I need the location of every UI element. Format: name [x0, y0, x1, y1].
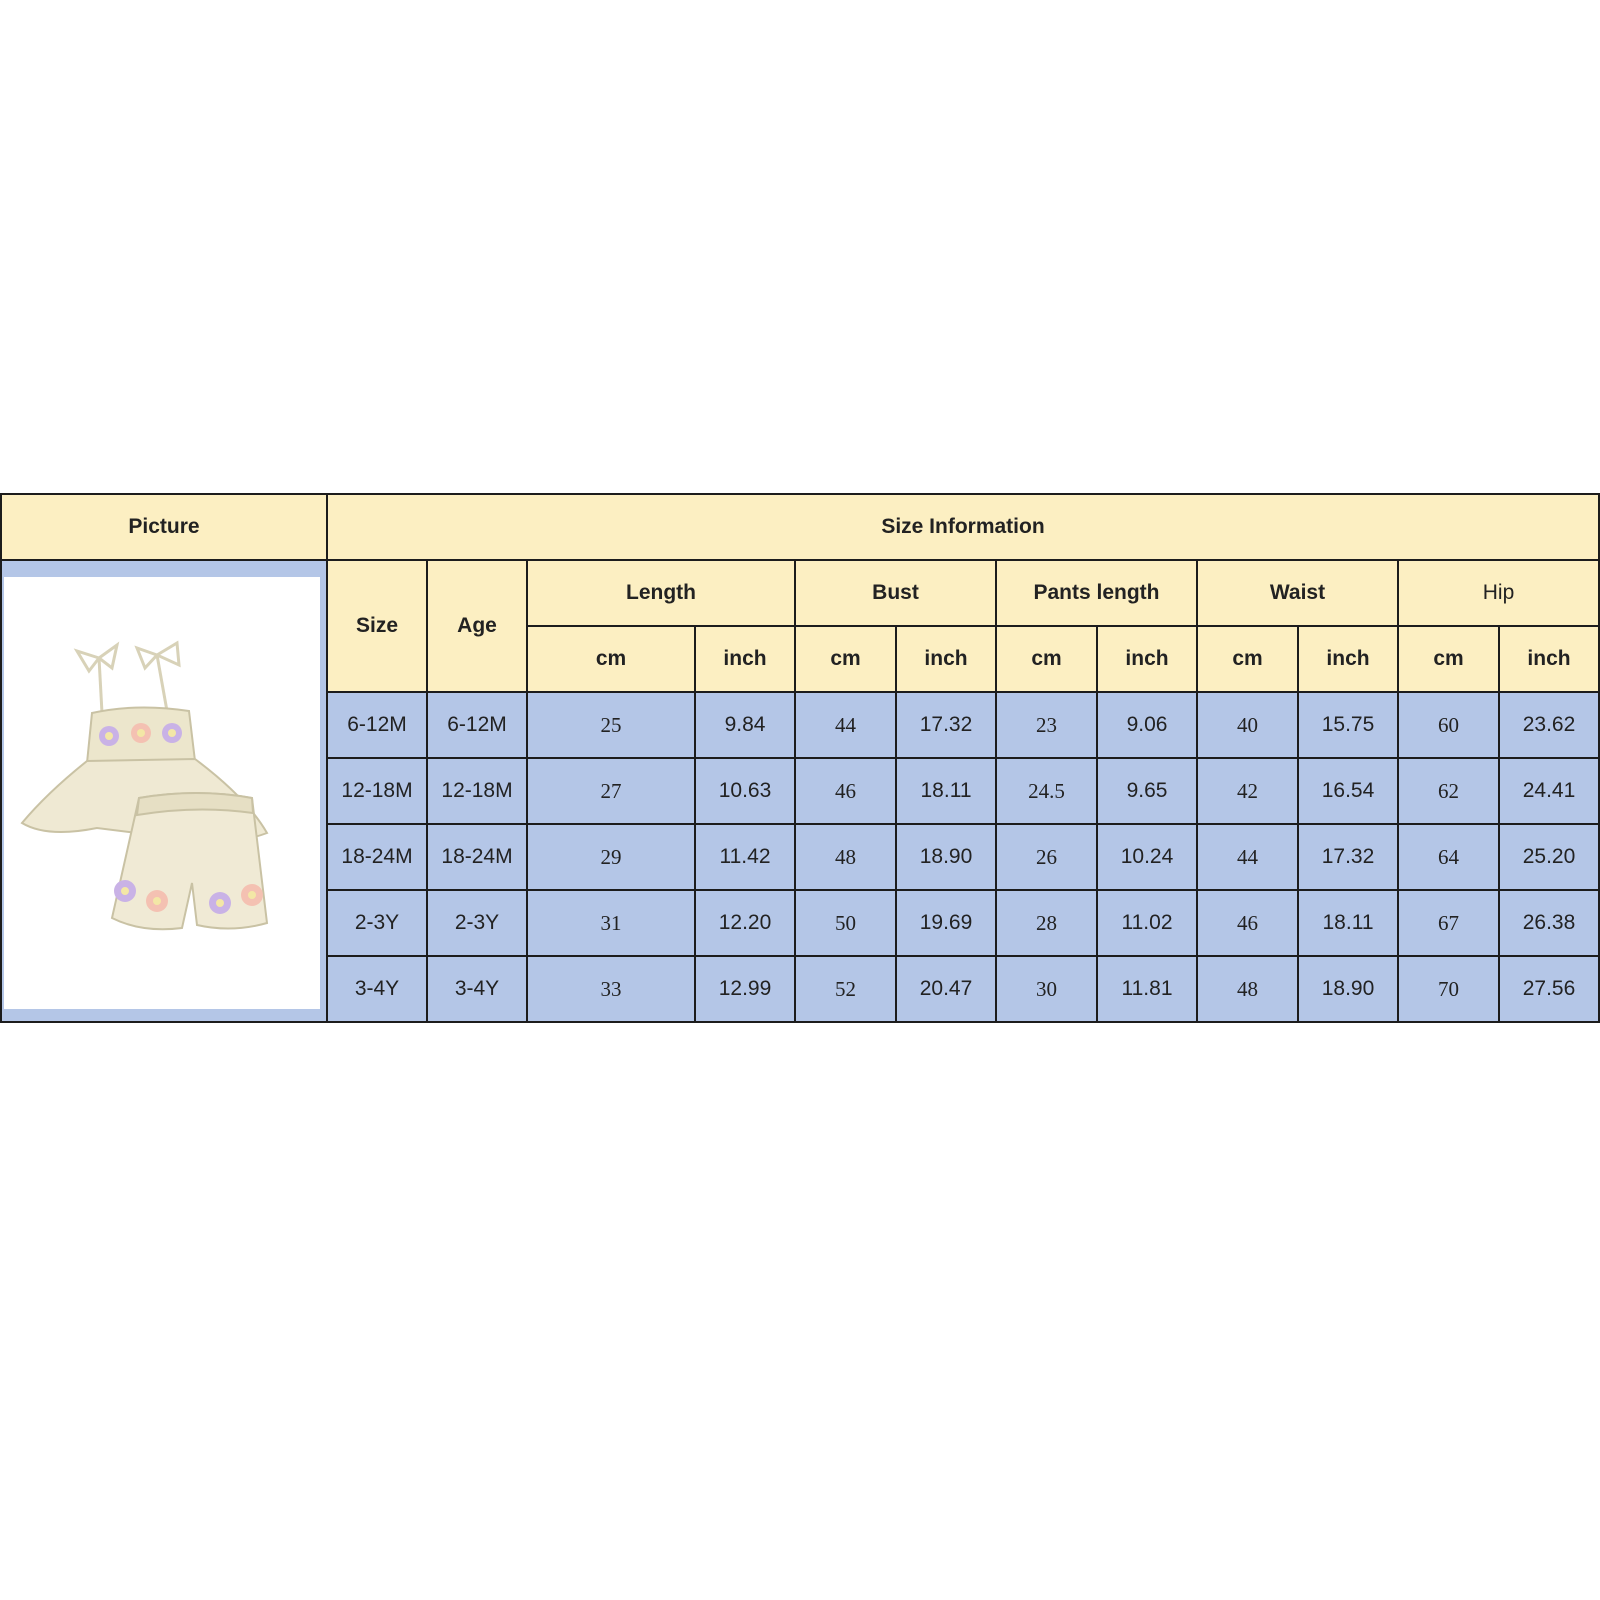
hip-inch-header: inch: [1499, 626, 1599, 692]
hip-cm-cell: 60: [1398, 692, 1499, 758]
size-cell: 18-24M: [327, 824, 427, 890]
hip-inch-cell: 23.62: [1499, 692, 1599, 758]
waist-inch-cell: 18.11: [1298, 890, 1398, 956]
bust-group-header: Bust: [795, 560, 996, 626]
hip-cm-cell: 67: [1398, 890, 1499, 956]
size-information-header: Size Information: [327, 494, 1599, 560]
pants-length-group-header: Pants length: [996, 560, 1197, 626]
bust-inch-header: inch: [896, 626, 996, 692]
length-inch-cell: 9.84: [695, 692, 795, 758]
waist-inch-cell: 18.90: [1298, 956, 1398, 1022]
age-cell: 12-18M: [427, 758, 527, 824]
length-inch-cell: 11.42: [695, 824, 795, 890]
waist-cm-cell: 48: [1197, 956, 1298, 1022]
length-cm-cell: 25: [527, 692, 695, 758]
bust-cm-cell: 44: [795, 692, 896, 758]
hip-group-header: Hip: [1398, 560, 1599, 626]
length-inch-cell: 12.99: [695, 956, 795, 1022]
waist-inch-cell: 16.54: [1298, 758, 1398, 824]
pants-length-inch-header: inch: [1097, 626, 1197, 692]
waist-inch-cell: 17.32: [1298, 824, 1398, 890]
waist-inch-cell: 15.75: [1298, 692, 1398, 758]
bust-inch-cell: 19.69: [896, 890, 996, 956]
size-column-header: Size: [327, 560, 427, 692]
length-inch-header: inch: [695, 626, 795, 692]
pants-length-inch-cell: 9.06: [1097, 692, 1197, 758]
age-column-header: Age: [427, 560, 527, 692]
length-cm-cell: 27: [527, 758, 695, 824]
length-cm-cell: 29: [527, 824, 695, 890]
size-cell: 2-3Y: [327, 890, 427, 956]
pants-length-inch-cell: 9.65: [1097, 758, 1197, 824]
bust-inch-cell: 20.47: [896, 956, 996, 1022]
pants-length-cm-header: cm: [996, 626, 1097, 692]
hip-cm-cell: 70: [1398, 956, 1499, 1022]
bust-cm-cell: 46: [795, 758, 896, 824]
length-cm-header: cm: [527, 626, 695, 692]
length-inch-cell: 10.63: [695, 758, 795, 824]
hip-inch-cell: 24.41: [1499, 758, 1599, 824]
hip-inch-cell: 25.20: [1499, 824, 1599, 890]
bust-inch-cell: 18.11: [896, 758, 996, 824]
pants-length-inch-cell: 10.24: [1097, 824, 1197, 890]
waist-cm-header: cm: [1197, 626, 1298, 692]
hip-cm-cell: 62: [1398, 758, 1499, 824]
bust-cm-cell: 50: [795, 890, 896, 956]
age-cell: 18-24M: [427, 824, 527, 890]
hip-cm-header: cm: [1398, 626, 1499, 692]
waist-cm-cell: 40: [1197, 692, 1298, 758]
age-cell: 2-3Y: [427, 890, 527, 956]
bust-inch-cell: 17.32: [896, 692, 996, 758]
pants-length-cm-cell: 26: [996, 824, 1097, 890]
length-group-header: Length: [527, 560, 795, 626]
length-inch-cell: 12.20: [695, 890, 795, 956]
pants-length-cm-cell: 24.5: [996, 758, 1097, 824]
bust-cm-header: cm: [795, 626, 896, 692]
length-cm-cell: 31: [527, 890, 695, 956]
size-cell: 12-18M: [327, 758, 427, 824]
hip-inch-cell: 26.38: [1499, 890, 1599, 956]
pants-length-inch-cell: 11.81: [1097, 956, 1197, 1022]
waist-cm-cell: 46: [1197, 890, 1298, 956]
age-cell: 3-4Y: [427, 956, 527, 1022]
waist-inch-header: inch: [1298, 626, 1398, 692]
pants-length-cm-cell: 28: [996, 890, 1097, 956]
bust-inch-cell: 18.90: [896, 824, 996, 890]
size-cell: 3-4Y: [327, 956, 427, 1022]
age-cell: 6-12M: [427, 692, 527, 758]
size-cell: 6-12M: [327, 692, 427, 758]
bust-cm-cell: 52: [795, 956, 896, 1022]
pants-length-inch-cell: 11.02: [1097, 890, 1197, 956]
bust-cm-cell: 48: [795, 824, 896, 890]
waist-group-header: Waist: [1197, 560, 1398, 626]
pants-length-cm-cell: 23: [996, 692, 1097, 758]
hip-inch-cell: 27.56: [1499, 956, 1599, 1022]
hip-cm-cell: 64: [1398, 824, 1499, 890]
waist-cm-cell: 44: [1197, 824, 1298, 890]
pants-length-cm-cell: 30: [996, 956, 1097, 1022]
waist-cm-cell: 42: [1197, 758, 1298, 824]
length-cm-cell: 33: [527, 956, 695, 1022]
garment-set-icon: [17, 633, 307, 953]
size-chart-table: [0, 493, 1600, 1023]
picture-header: Picture: [1, 494, 327, 560]
product-picture-cell: [1, 560, 327, 1022]
